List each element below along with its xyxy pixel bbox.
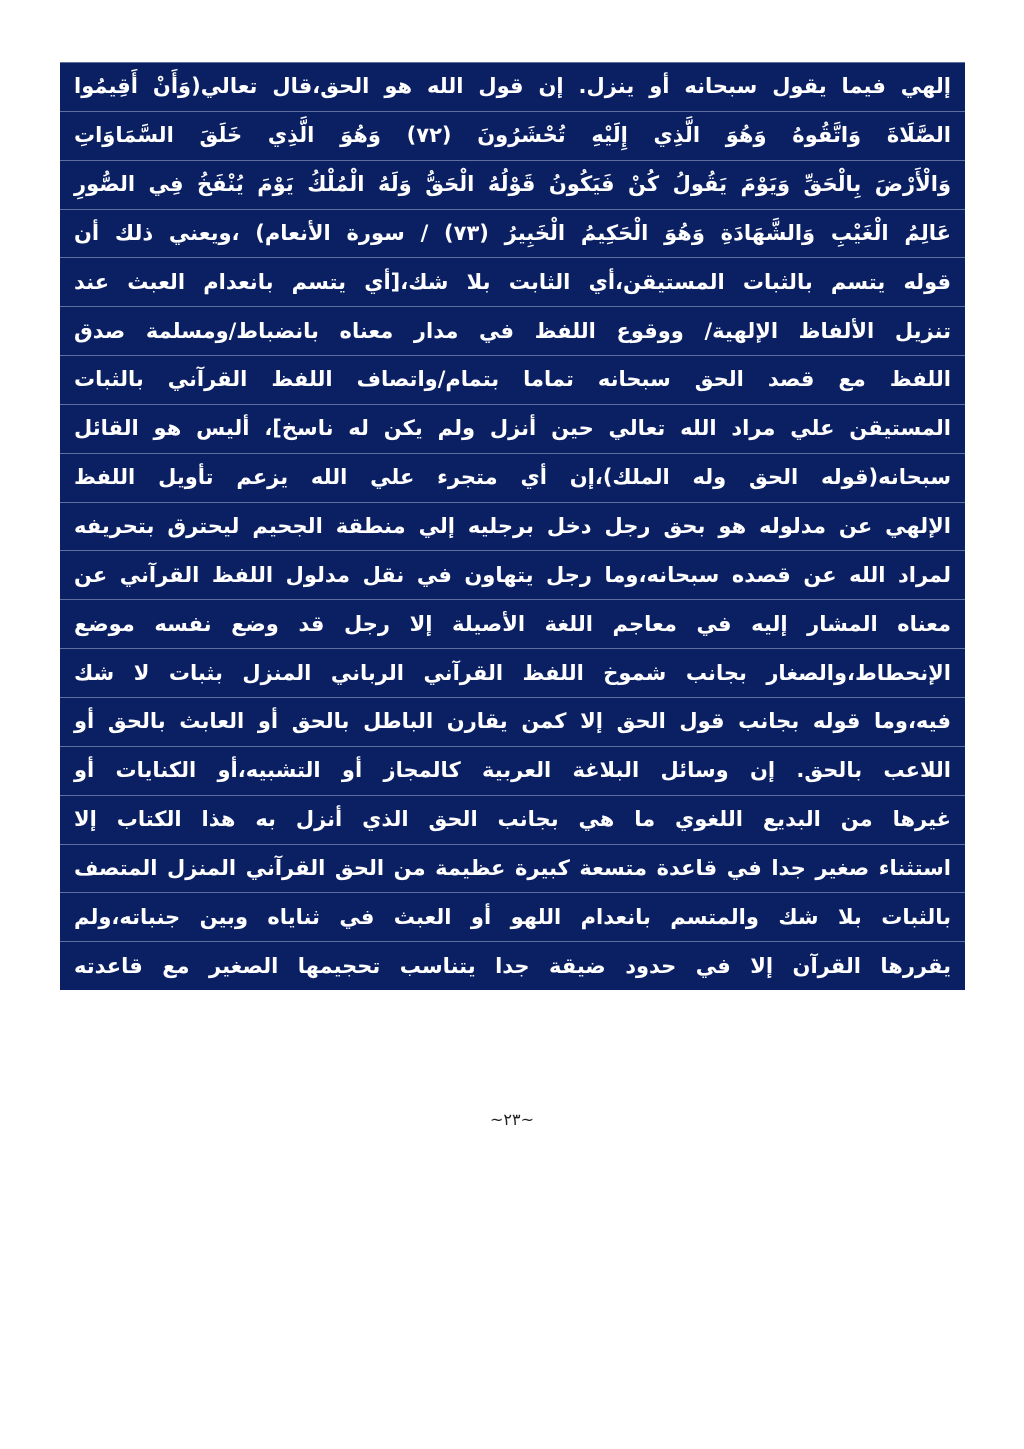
line-text: الإنحطاط،والصغار بجانب شموخ اللفظ القرآني الرباني المنزل بثبات لا شك [74,660,951,685]
text-line [60,210,965,259]
text-line [60,112,965,161]
text-line [60,893,965,942]
line-text: يقررها القرآن إلا في حدود ضيقة جدا يتناسب تحجيمها الصغير مع قاعدته [74,953,951,978]
text-line [60,600,965,649]
text-line [60,942,965,990]
text-line [60,551,965,600]
text-line [60,307,965,356]
line-text: اللاعب بالحق. إن وسائل البلاغة العربية كالمجاز أو التشبيه،أو الكنايات أو [74,758,951,783]
line-text: بالثبات بلا شك والمتسم بانعدام اللهو أو العبث في ثناياه وبين جنباته،ولم [74,904,951,929]
line-text: فيه،وما قوله بجانب قول الحق إلا كمن يقارن الباطل بالحق أو العابث بالحق أو [74,709,951,734]
line-text: قوله يتسم بالثبات المستيقن،أي الثابت بلا شك،[أي يتسم بانعدام العبث عند [74,269,951,294]
line-text: الصَّلَاةَ وَاتَّقُوهُ وَهُوَ الَّذِي إِلَيْهِ تُحْشَرُونَ (٧٢) وَهُوَ الَّذِي خَلَقَ السَّمَاوَاتِ [74,123,951,148]
text-lines [60,62,965,990]
line-text: معناه المشار إليه في معاجم اللغة الأصيلة إلا رجل قد وضع نفسه موضع [74,611,951,636]
text-line [60,698,965,747]
text-line [60,649,965,698]
text-line [60,796,965,845]
line-text: غيرها من البديع اللغوي ما هي بجانب الحق الذي أنزل به هذا الكتاب إلا [74,807,951,832]
line-text: سبحانه(قوله الحق وله الملك)،إن أي متجرء علي الله يزعم تأويل اللفظ [74,465,951,490]
text-line [60,405,965,454]
text-line [60,356,965,405]
line-text: الإلهي عن مدلوله هو بحق رجل دخل برجليه إلي منطقة الجحيم ليحترق بتحريفه [74,514,951,539]
line-text: لمراد الله عن قصده سبحانه،وما رجل يتهاون في نقل مدلول اللفظ القرآني عن [74,562,951,587]
text-line [60,62,965,112]
line-text: عَالِمُ الْغَيْبِ وَالشَّهَادَةِ وَهُوَ الْحَكِيمُ الْخَبِيرُ (٧٣) / سورة الأنعام) ،ويعني ذلك أن [74,220,951,245]
text-line [60,503,965,552]
text-line [60,258,965,307]
line-text: استثناء صغير جدا في قاعدة متسعة كبيرة عظيمة من الحق القرآني المنزل المتصف [74,855,951,880]
text-line [60,161,965,210]
text-panel [60,62,965,990]
page-number: ~٢٣~ [490,1110,534,1129]
line-text: وَالْأَرْضَ بِالْحَقِّ وَيَوْمَ يَقُولُ كُنْ فَيَكُونُ قَوْلُهُ الْحَقُّ وَلَهُ الْمُلْكُ يَوْمَ يُنْفَخُ فِي الصُّورِ [74,172,951,197]
line-text: المستيقن علي مراد الله تعالي حين أنزل ولم يكن له ناسخ]، أليس هو القائل [74,416,951,441]
line-text: إلهي فيما يقول سبحانه أو ينزل. إن قول الله هو الحق،قال تعالي(وَأَنْ أَقِيمُوا [74,74,951,99]
line-text: اللفظ مع قصد الحق سبحانه تماما بتمام/واتصاف اللفظ القرآني بالثبات [74,367,951,392]
line-text: تنزيل الألفاظ الإلهية/ ووقوع اللفظ في مدار معناه بانضباط/ومسلمة صدق [74,318,951,343]
text-line [60,454,965,503]
text-line [60,747,965,796]
text-line [60,845,965,894]
